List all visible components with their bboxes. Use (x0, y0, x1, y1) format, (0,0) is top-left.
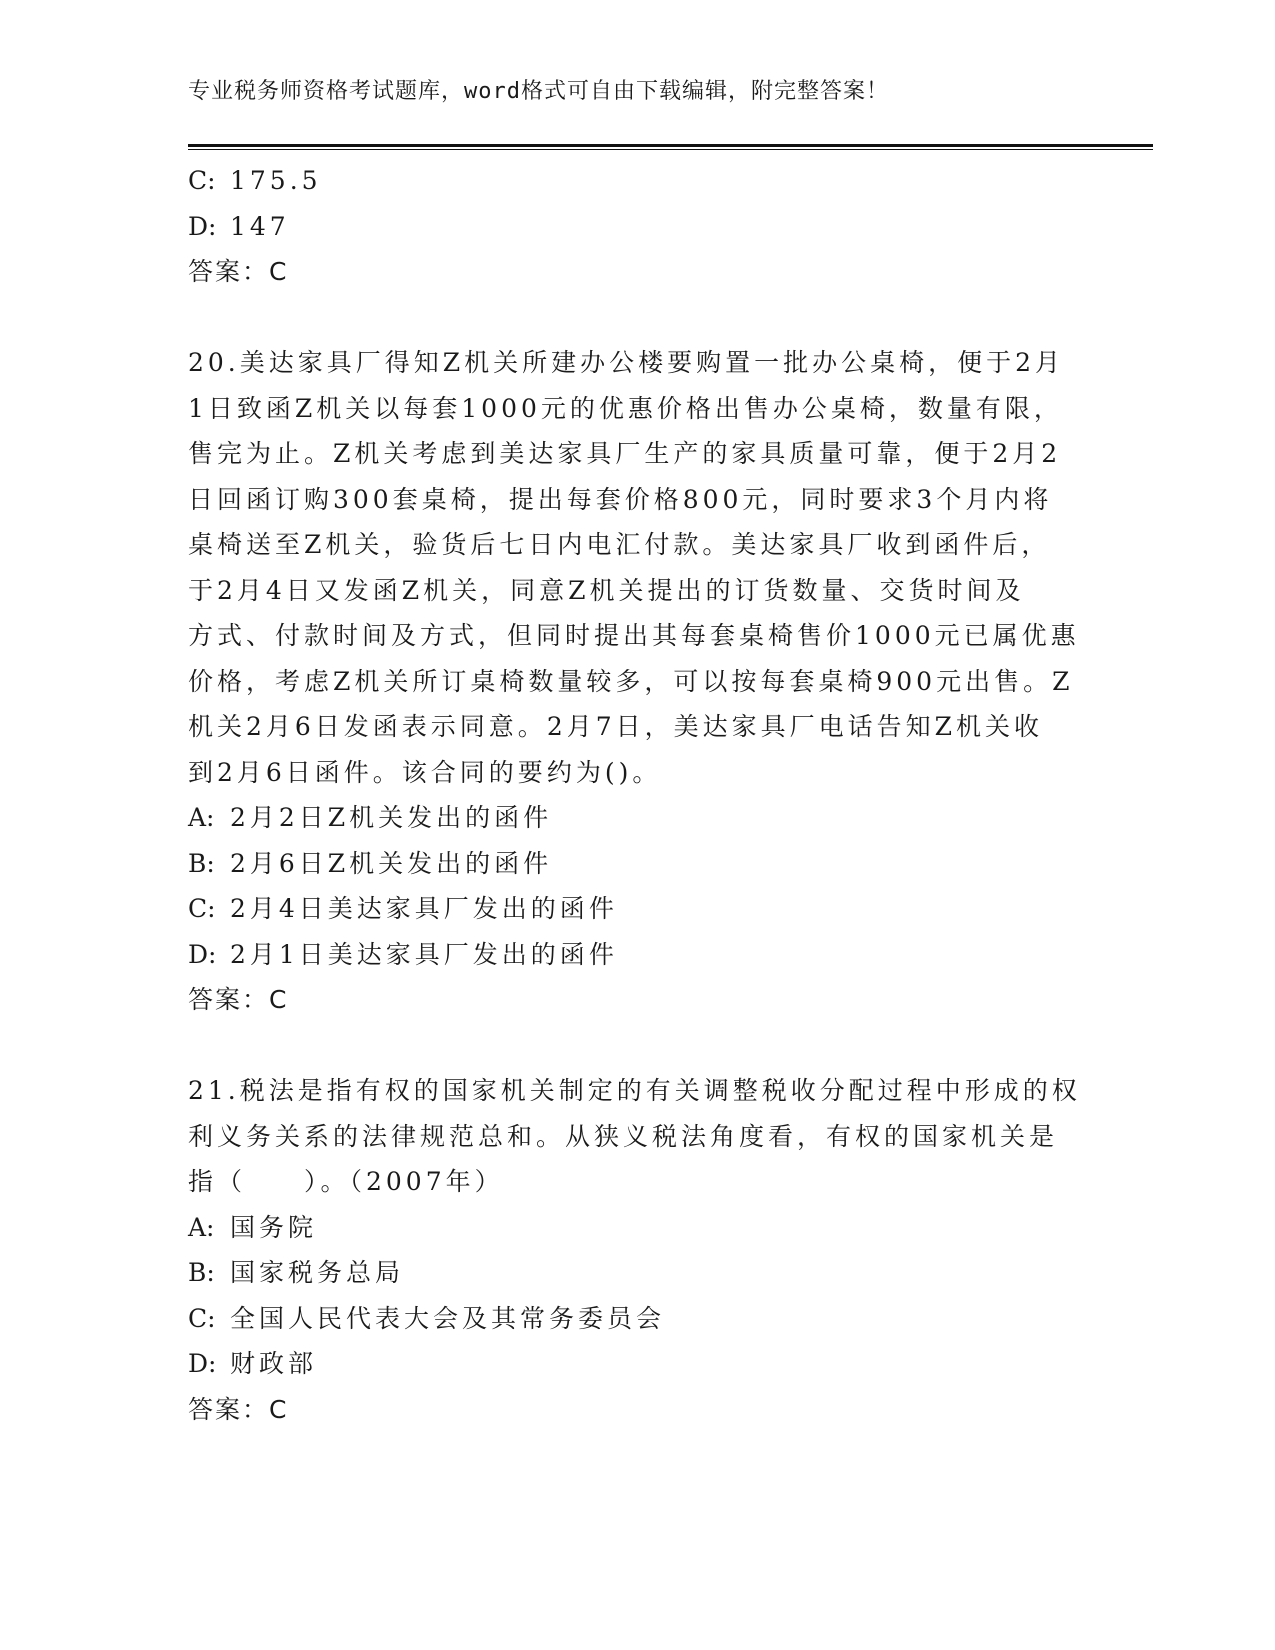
page-header: 专业税务师资格考试题库，word格式可自由下载编辑，附完整答案！ (188, 79, 889, 104)
option-c (188, 886, 1088, 932)
question-stem-line: 1日致函Z机关以每套1000元的优惠价格出售办公桌椅，数量有限， (188, 393, 1063, 423)
answer-line: 答案：C (188, 257, 289, 286)
option-label: B: (188, 848, 215, 878)
option-text: 2月4日美达家具厂发出的函件 (230, 894, 618, 923)
question-stem-line: 机关2月6日发函表示同意。2月7日，美达家具厂电话告知Z机关收 (188, 712, 1043, 741)
question-stem-line: 20.美达家具厂得知Z机关所建办公楼要购置一批办公桌椅，便于2月 (188, 348, 1065, 377)
option-d (188, 1341, 1088, 1387)
option-b (188, 841, 1088, 887)
option-text: 175.5 (230, 166, 322, 195)
option-b (188, 1250, 1088, 1296)
option-text: 国家税务总局 (230, 1258, 405, 1287)
option-label: A: (188, 803, 215, 832)
question-stem-line: 价格，考虑Z机关所订桌椅数量较多，可以按每套桌椅900元出售。Z (188, 666, 1074, 696)
question-stem-line: 利义务关系的法律规范总和。从狭义税法角度看，有权的国家机关是 (188, 1121, 1059, 1151)
option-label: D: (188, 1349, 217, 1378)
option-text: 全国人民代表大会及其常务委员会 (230, 1303, 666, 1333)
question-content (188, 158, 1088, 1433)
option-d (188, 932, 1088, 978)
answer-line: 答案：C (188, 985, 289, 1014)
option-text: 2月2日Z机关发出的函件 (230, 803, 553, 832)
header-divider (188, 144, 1153, 150)
option-label: D: (188, 211, 217, 241)
option-c (188, 158, 1088, 204)
option-label: C: (188, 166, 216, 195)
option-label: C: (188, 894, 216, 923)
question-stem-line: 售完为止。Z机关考虑到美达家具厂生产的家具质量可靠，便于2月2 (188, 439, 1062, 468)
answer-line: 答案：C (188, 1394, 289, 1424)
question-stem-line: 21.税法是指有权的国家机关制定的有关调整税收分配过程中形成的权 (188, 1076, 1081, 1105)
option-text: 147 (230, 211, 290, 241)
question-stem-line: 到2月6日函件。该合同的要约为()。 (188, 757, 662, 787)
question-stem-line: 日回函订购300套桌椅，提出每套价格800元，同时要求3个月内将 (188, 484, 1053, 514)
option-d (188, 204, 1088, 250)
option-a (188, 1205, 1088, 1251)
option-label: D: (188, 939, 217, 969)
spacer (188, 1023, 1088, 1068)
question-stem-line: 方式、付款时间及方式，但同时提出其每套桌椅售价1000元已属优惠 (188, 621, 1080, 650)
option-text: 财政部 (230, 1349, 318, 1378)
question-20 (188, 340, 1088, 1023)
option-label: B: (188, 1258, 215, 1287)
option-text: 2月1日美达家具厂发出的函件 (230, 939, 618, 969)
question-stem-line: 桌椅送至Z机关，验货后七日内电汇付款。美达家具厂收到函件后， (188, 530, 1051, 559)
option-label: C: (188, 1303, 216, 1333)
option-c (188, 1296, 1088, 1342)
option-label: A: (188, 1212, 215, 1242)
question-21 (188, 1068, 1088, 1433)
question-stem-line: 于2月4日又发函Z机关，同意Z机关提出的订货数量、交货时间及 (188, 575, 1025, 605)
spacer (188, 295, 1088, 340)
option-text: 2月6日Z机关发出的函件 (230, 848, 553, 878)
question-stem-line: 指（ ）。（2007年） (188, 1167, 504, 1196)
option-a (188, 795, 1088, 841)
option-text: 国务院 (230, 1212, 318, 1242)
